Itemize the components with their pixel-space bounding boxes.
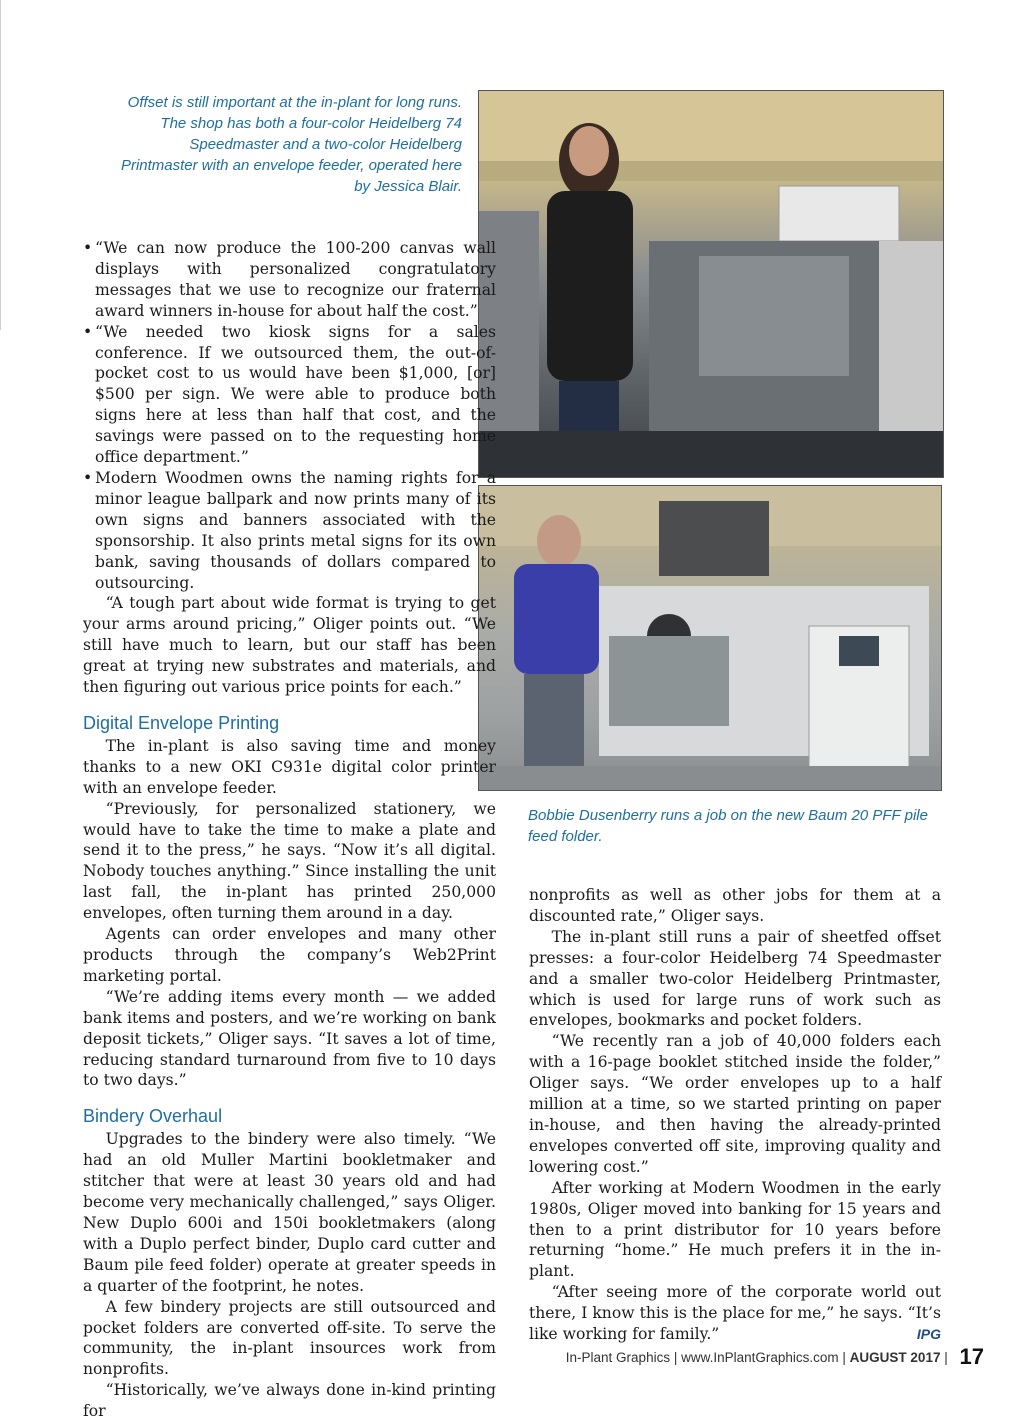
body-paragraph: Upgrades to the bindery were also timely. “We had an old Muller Martini bookletmaker and stitcher that were at least 30 years old and had become very mechanically challenged,” says Oliger. New Duplo 600i and 150i bookletmakers (along with a Duplo perfect binder, Duplo card cutter and Baum pile feed folder) operate at greater speeds in a quarter of the footprint, he notes. [83, 1130, 496, 1295]
page-edge-line [0, 0, 1, 330]
body-paragraph: After working at Modern Woodmen in the early 1980s, Oliger moved into banking for 15 years and then to a print distributor for 10 years before returning “home.” He much prefers it in the in-plant. [529, 1178, 941, 1281]
ipg-signature: IPG [916, 1326, 941, 1343]
photo-offset-press [478, 90, 944, 478]
body-paragraph: nonprofits as well as other jobs for them at a discounted rate,” Oliger says. [529, 886, 941, 925]
article-column-left [83, 238, 496, 1422]
photo-caption-bottom: Bobbie Dusenberry runs a job on the new Baum 20 PFF pile feed folder. [528, 807, 928, 845]
page-number: 17 [959, 1344, 984, 1369]
section-heading-digital-envelope: Digital Envelope Printing [83, 712, 280, 733]
body-paragraph: “Historically, we’ve always done in-kind printing for [83, 1381, 496, 1421]
photo-caption-top: Offset is still important at the in-plant for long runs. The shop has both a four-color Heidelberg 74 Speedmaster and a two-color Heidelberg Printmaster with an envelope feeder, operated here by Jessica Blair. [120, 94, 462, 195]
body-paragraph: “We’re adding items every month — we added bank items and posters, and we’re working on bank deposit tickets,” Oliger says. “It saves a lot of time, reducing standard turnaround from five to 10 days to two days.” [83, 987, 496, 1090]
body-paragraph: The in-plant is also saving time and money thanks to a new OKI C931e digital color printer with an envelope feeder. [83, 736, 496, 797]
body-paragraph: “Previously, for personalized stationery, we would have to take the time to make a plate and send it to the press,” he says. “Now it’s all digital. Nobody touches anything.” Since installing the unit last fall, the in-plant has printed 250,000 envelopes, often turning them around in a day. [83, 799, 496, 923]
section-heading-bindery-overhaul: Bindery Overhaul [83, 1106, 223, 1127]
bullet-item: • “We can now produce the 100-200 canvas wall displays with personalized congratulatory messages that we use to recognize our fraternal award winners in-house for about half the cost.” [83, 238, 496, 322]
body-paragraph: A few bindery projects are still outsourced and pocket folders are converted off-site. To serve the community, the in-plant insources work from nonprofits. [83, 1297, 496, 1379]
photo-pile-feed-folder-illustration [479, 486, 941, 790]
body-paragraph: “A tough part about wide format is trying to get your arms around pricing,” Oliger points out. “We still have much to learn, but our staff has been great at trying new substrates and materials, and then figuring out various price points for each.” [83, 594, 496, 697]
photo-offset-press-illustration [479, 91, 943, 477]
body-paragraph: The in-plant still runs a pair of sheetfed offset presses: a four-color Heidelberg 74 Speedmaster and a smaller two-color Heidelberg Printmaster, which is used for large runs of work such as envelopes, bookmarks and pocket folders. [529, 927, 941, 1030]
footer-publication: In-Plant Graphics | www.InPlantGraphics.com | [565, 1350, 846, 1365]
body-paragraph-text: “After seeing more of the corporate world out there, I know this is the place for me,” he says. “It’s like working for family.” [529, 1283, 941, 1344]
page-footer [566, 1342, 984, 1368]
body-paragraph [529, 1282, 941, 1345]
article-column-right [529, 885, 941, 1345]
photo-pile-feed-folder [478, 485, 942, 791]
footer-issue: AUGUST 2017 [849, 1350, 941, 1365]
body-paragraph: “We recently ran a job of 40,000 folders each with a 16-page booklet stitched inside the folder,” Oliger says. “We order envelopes up to a half million at a time, so we started printing on paper in-house, and then having the already-printed envelopes converted off site, improving quality and lowering cost.” [529, 1032, 941, 1176]
footer-separator: | [944, 1350, 948, 1365]
bullet-item: • Modern Woodmen owns the naming rights for a minor league ballpark and now prints many of its own signs and banners associated with the sponsorship. It also prints metal signs for its own bank, saving thousands of dollars compared to outsourcing. [83, 468, 496, 593]
bullet-item: • “We needed two kiosk signs for a sales conference. If we outsourced them, the out-of-pocket cost to us would have been $1,000, [or] $500 per sign. We were able to produce both signs here at less than half that cost, and the savings were passed on to the requesting home office department.” [83, 322, 496, 468]
body-paragraph: Agents can order envelopes and many other products through the company’s Web2Print marketing portal. [83, 925, 496, 985]
